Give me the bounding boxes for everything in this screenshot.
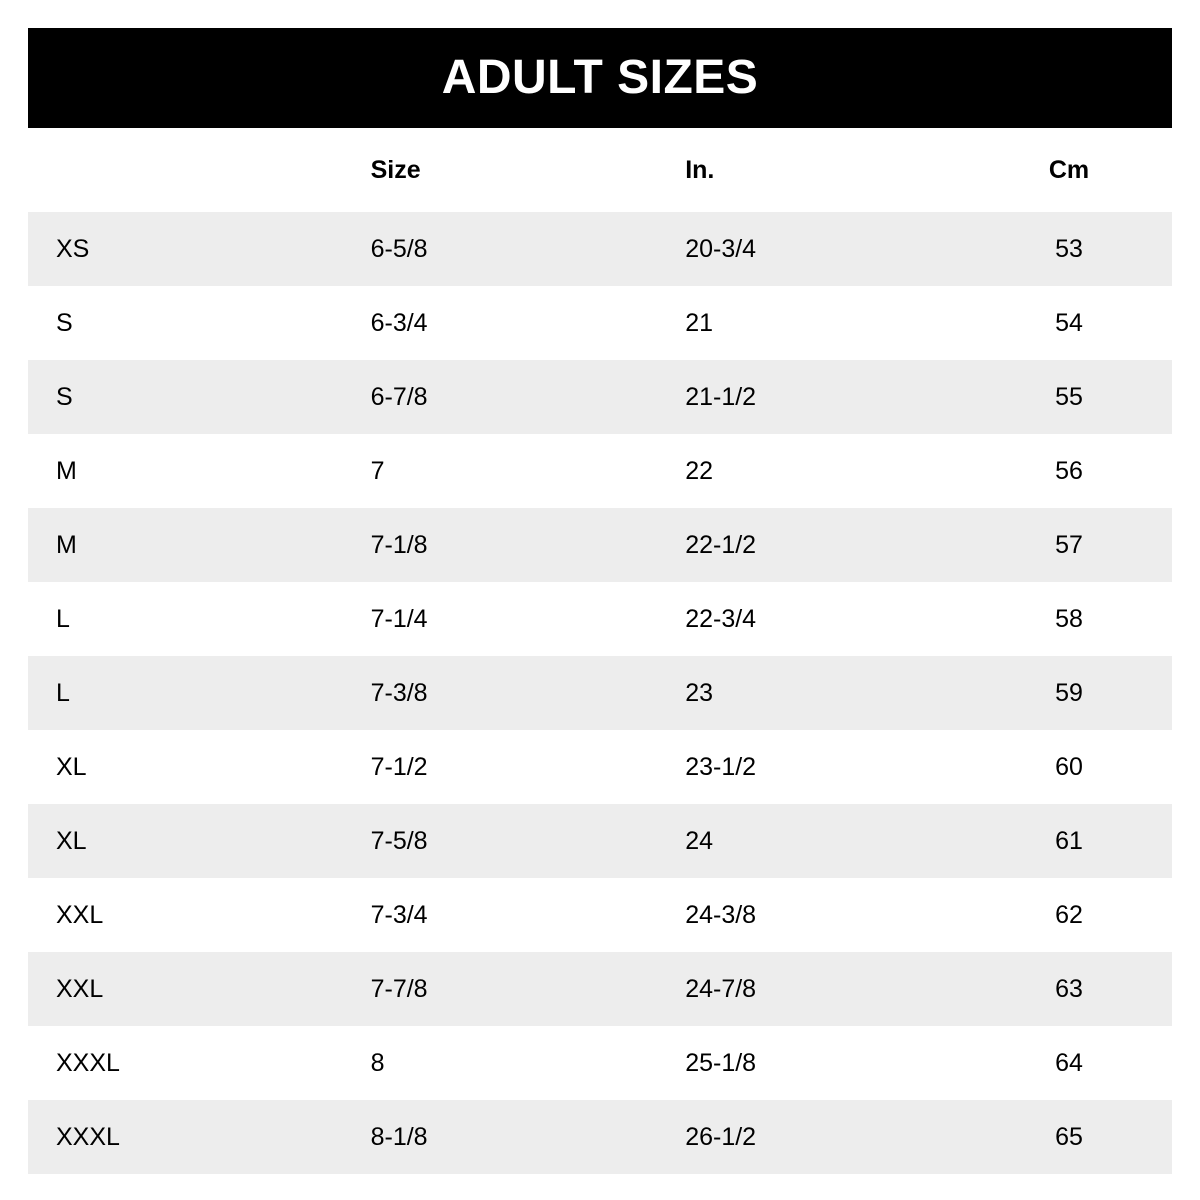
table-row bbox=[28, 212, 1172, 286]
table-row bbox=[28, 952, 1172, 1026]
cell-label: S bbox=[28, 286, 343, 360]
cell-cm: 59 bbox=[966, 656, 1172, 730]
cell-label: L bbox=[28, 656, 343, 730]
cell-inches: 26-1/2 bbox=[657, 1100, 966, 1174]
cell-inches: 20-3/4 bbox=[657, 212, 966, 286]
cell-label: XL bbox=[28, 804, 343, 878]
cell-size: 7 bbox=[343, 434, 658, 508]
cell-label: L bbox=[28, 582, 343, 656]
table-row bbox=[28, 434, 1172, 508]
cell-inches: 23-1/2 bbox=[657, 730, 966, 804]
cell-inches: 22-3/4 bbox=[657, 582, 966, 656]
table-row bbox=[28, 360, 1172, 434]
column-header-inches: In. bbox=[657, 128, 966, 212]
cell-label: XS bbox=[28, 212, 343, 286]
table-row bbox=[28, 1100, 1172, 1174]
cell-inches: 25-1/8 bbox=[657, 1026, 966, 1100]
cell-label: XL bbox=[28, 730, 343, 804]
cell-size: 6-7/8 bbox=[343, 360, 658, 434]
chart-title-bar bbox=[28, 28, 1172, 128]
cell-inches: 22 bbox=[657, 434, 966, 508]
cell-size: 8-1/8 bbox=[343, 1100, 658, 1174]
cell-inches: 24 bbox=[657, 804, 966, 878]
cell-label: XXL bbox=[28, 952, 343, 1026]
cell-cm: 64 bbox=[966, 1026, 1172, 1100]
cell-size: 7-3/4 bbox=[343, 878, 658, 952]
cell-size: 7-5/8 bbox=[343, 804, 658, 878]
cell-cm: 63 bbox=[966, 952, 1172, 1026]
cell-cm: 56 bbox=[966, 434, 1172, 508]
table-row bbox=[28, 878, 1172, 952]
table-body bbox=[28, 212, 1172, 1174]
table-row bbox=[28, 804, 1172, 878]
cell-size: 7-7/8 bbox=[343, 952, 658, 1026]
cell-size: 7-3/8 bbox=[343, 656, 658, 730]
cell-label: XXXL bbox=[28, 1100, 343, 1174]
cell-label: M bbox=[28, 508, 343, 582]
cell-cm: 62 bbox=[966, 878, 1172, 952]
cell-label: S bbox=[28, 360, 343, 434]
column-header-size: Size bbox=[343, 128, 658, 212]
table-row bbox=[28, 656, 1172, 730]
cell-cm: 55 bbox=[966, 360, 1172, 434]
cell-inches: 22-1/2 bbox=[657, 508, 966, 582]
cell-cm: 61 bbox=[966, 804, 1172, 878]
cell-inches: 21-1/2 bbox=[657, 360, 966, 434]
cell-cm: 65 bbox=[966, 1100, 1172, 1174]
cell-inches: 24-3/8 bbox=[657, 878, 966, 952]
cell-size: 7-1/2 bbox=[343, 730, 658, 804]
cell-size: 7-1/8 bbox=[343, 508, 658, 582]
cell-label: M bbox=[28, 434, 343, 508]
cell-size: 8 bbox=[343, 1026, 658, 1100]
cell-cm: 58 bbox=[966, 582, 1172, 656]
cell-inches: 24-7/8 bbox=[657, 952, 966, 1026]
cell-cm: 60 bbox=[966, 730, 1172, 804]
table-row bbox=[28, 730, 1172, 804]
page-title: ADULT SIZES bbox=[441, 51, 759, 104]
column-header-cm: Cm bbox=[966, 128, 1172, 212]
cell-size: 6-5/8 bbox=[343, 212, 658, 286]
column-header-label bbox=[28, 128, 343, 212]
table-row bbox=[28, 508, 1172, 582]
cell-size: 6-3/4 bbox=[343, 286, 658, 360]
table-header-row bbox=[28, 128, 1172, 212]
cell-cm: 57 bbox=[966, 508, 1172, 582]
cell-label: XXL bbox=[28, 878, 343, 952]
cell-size: 7-1/4 bbox=[343, 582, 658, 656]
table-row bbox=[28, 1026, 1172, 1100]
cell-inches: 21 bbox=[657, 286, 966, 360]
cell-cm: 53 bbox=[966, 212, 1172, 286]
cell-cm: 54 bbox=[966, 286, 1172, 360]
cell-label: XXXL bbox=[28, 1026, 343, 1100]
size-chart-table bbox=[28, 128, 1172, 1174]
table-row bbox=[28, 286, 1172, 360]
cell-inches: 23 bbox=[657, 656, 966, 730]
table-header bbox=[28, 128, 1172, 212]
table-row bbox=[28, 582, 1172, 656]
